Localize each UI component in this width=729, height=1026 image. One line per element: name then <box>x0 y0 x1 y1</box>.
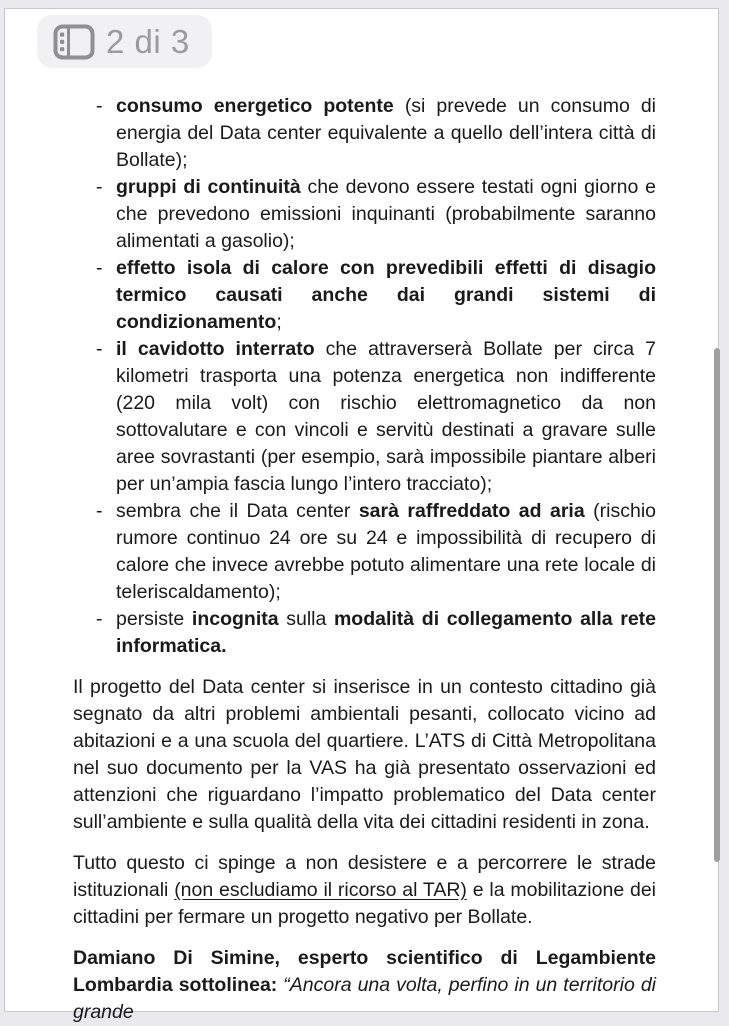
text-run: Il progetto del Data center si inserisce in un contesto cittadino già segnato da altri problemi ambientali pesanti, collocato vicino ad abitazioni e a una scuola del quartiere. L’ATS di Città Metropolitana nel suo documento per la VAS ha già presentato osservazioni ed attenzioni che riguardano l’impatto problematico del Data center sull’ambiente e sulla qualità della vita dei cittadini residenti in zona. <box>73 676 656 833</box>
text-run: (si prevede un consumo di energia del Data center equivalente a quello dell’intera città di Bollate); <box>116 95 656 171</box>
text-run: il cavidotto interrato <box>116 338 315 360</box>
bullet-marker: - <box>96 500 103 522</box>
bullet-marker: - <box>96 95 103 117</box>
bullet-marker: - <box>96 176 103 198</box>
paragraph <box>73 945 656 1026</box>
text-run: persiste <box>116 608 192 630</box>
page-indicator-label: 2 di 3 <box>106 23 190 60</box>
list-item <box>96 255 656 336</box>
text-run: “Ancora una volta, perfino in un territorio di grande <box>73 974 656 1023</box>
document-page <box>4 8 719 1023</box>
bullet-marker: - <box>96 257 103 279</box>
text-run: e la mobilitazione dei cittadini per fermare un progetto negativo per Bollate. <box>73 879 656 928</box>
text-run: sulla <box>278 608 334 630</box>
list-item <box>96 336 656 498</box>
text-run: Damiano Di Simine, esperto scientifico di Legambiente Lombardia sottolinea: <box>73 947 656 996</box>
text-run: (non escludiamo il ricorso al TAR) <box>174 879 467 901</box>
list-item <box>96 498 656 606</box>
bullet-marker: - <box>96 608 103 630</box>
page-indicator-badge[interactable] <box>37 15 212 68</box>
text-run: sembra che il Data center <box>116 500 359 522</box>
bullet-marker: - <box>96 338 103 360</box>
page-thumbnails-icon <box>53 24 95 60</box>
paragraph <box>73 674 656 836</box>
text-run: ; <box>276 311 282 333</box>
paragraph <box>73 850 656 931</box>
text-run: Tutto questo ci spinge a non desistere e a percorrere le strade istituzionali <box>73 852 656 901</box>
list-item <box>96 174 656 255</box>
text-run: incognita <box>191 608 279 630</box>
text-run: (rischio rumore continuo 24 ore su 24 e impossibilità di recupero di calore che invece avrebbe potuto alimentare una rete locale di teleriscaldamento); <box>116 500 657 603</box>
text-run: effetto isola di calore con prevedibili effetti di disagio termico causati anche dai grandi sistemi di condizionamento <box>116 257 656 333</box>
text-run: sarà raffreddato ad aria <box>358 500 585 522</box>
text-run: che devono essere testati ogni giorno e che prevedono emissioni inquinanti (probabilmente saranno alimentati a gasolio); <box>116 176 656 252</box>
text-run: consumo energetico potente <box>116 95 394 117</box>
list-item <box>96 93 656 174</box>
text-run: gruppi di continuità <box>116 176 301 198</box>
text-run: che attraverserà Bollate per circa 7 kilometri trasporta una potenza energetica non indifferente (220 mila volt) con rischio elettromagnetico da non sottovalutare e con vincoli e servitù destinati a gravare sulle aree sovrastanti (per esempio, sarà impossibile piantare alberi per un’ampia fascia lungo l’intero tracciato); <box>116 338 656 495</box>
list-item <box>96 606 656 660</box>
scrollbar-thumb[interactable] <box>714 348 720 862</box>
text-run: modalità di collegamento alla rete informatica. <box>116 608 656 657</box>
document-content <box>5 9 720 1026</box>
